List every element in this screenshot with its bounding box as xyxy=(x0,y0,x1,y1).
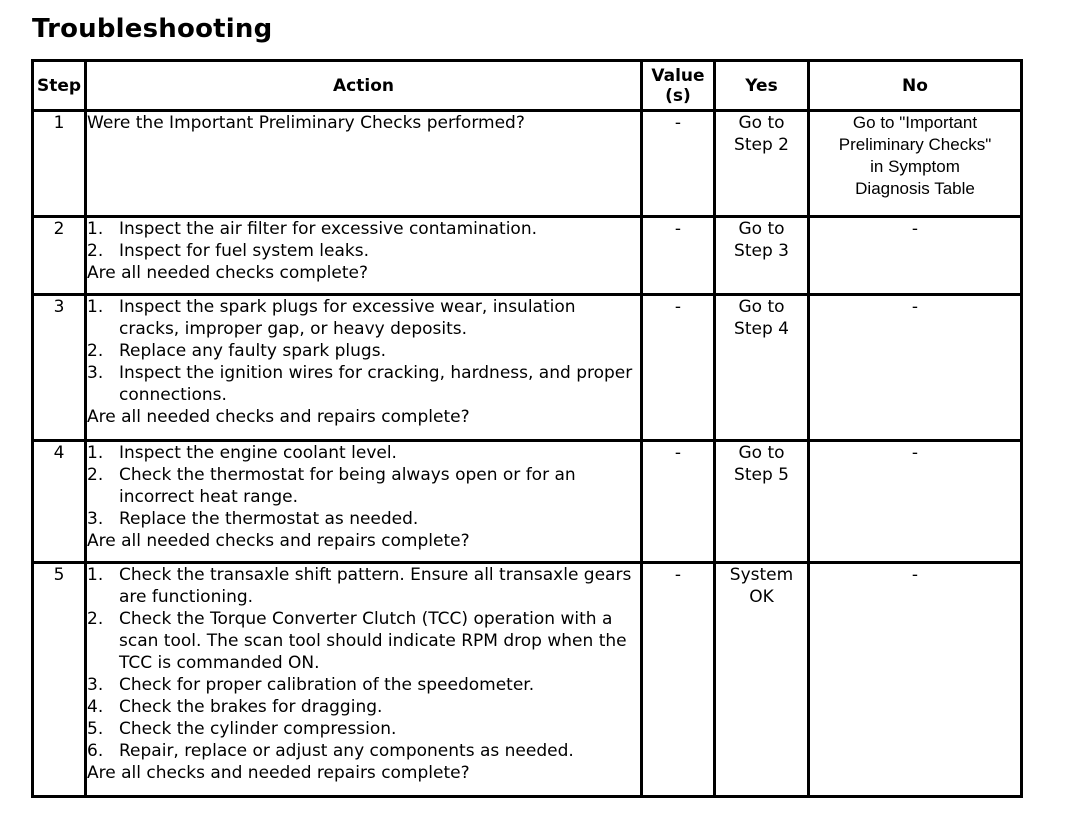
table-row xyxy=(33,441,1022,563)
action-item xyxy=(87,340,640,362)
action-item xyxy=(87,718,640,740)
action-item-number: 1. xyxy=(87,219,104,239)
header-yes: Yes xyxy=(715,61,809,111)
action-item-number: 4. xyxy=(87,697,104,717)
action-item-text: Inspect for fuel system leaks. xyxy=(119,241,370,261)
action-item xyxy=(87,464,640,508)
action-item xyxy=(87,608,640,674)
action-item xyxy=(87,674,640,696)
step-number: 2 xyxy=(33,217,86,295)
header-no: No xyxy=(809,61,1022,111)
yes-line: Step 4 xyxy=(734,319,789,339)
header-action: Action xyxy=(86,61,642,111)
action-item-number: 1. xyxy=(87,565,104,585)
action-item-number: 3. xyxy=(87,363,104,383)
action-item-number: 3. xyxy=(87,509,104,529)
no-cell xyxy=(809,111,1022,217)
yes-line: OK xyxy=(749,587,774,607)
action-item-text: Check the Torque Converter Clutch (TCC) operation with a scan tool. The scan tool should indicate RPM drop when the TCC is commanded ON. xyxy=(119,609,627,673)
yes-cell xyxy=(715,111,809,217)
step-number: 5 xyxy=(33,563,86,797)
action-item xyxy=(87,240,640,262)
action-item-text: Inspect the engine coolant level. xyxy=(119,443,397,463)
action-list xyxy=(87,218,640,262)
yes-line: Step 5 xyxy=(734,465,789,485)
step-number: 4 xyxy=(33,441,86,563)
action-item-number: 1. xyxy=(87,443,104,463)
action-item-text: Check the thermostat for being always open or for an incorrect heat range. xyxy=(119,465,576,507)
action-cell xyxy=(86,441,642,563)
action-item-number: 6. xyxy=(87,741,104,761)
action-item-text: Inspect the spark plugs for excessive wear, insulation cracks, improper gap, or heavy deposits. xyxy=(119,297,576,339)
no-line: in Symptom xyxy=(870,157,960,176)
yes-line: System xyxy=(729,565,794,585)
action-item-text: Check the cylinder compression. xyxy=(119,719,397,739)
action-cell xyxy=(86,563,642,797)
value-cell: - xyxy=(642,295,715,441)
action-item-text: Check the brakes for dragging. xyxy=(119,697,383,717)
no-line: Preliminary Checks" xyxy=(838,135,992,154)
action-item xyxy=(87,218,640,240)
action-cell xyxy=(86,111,642,217)
action-item-text: Replace the thermostat as needed. xyxy=(119,509,419,529)
no-cell: - xyxy=(809,441,1022,563)
value-cell: - xyxy=(642,111,715,217)
table-row xyxy=(33,111,1022,217)
action-item-number: 3. xyxy=(87,675,104,695)
action-list xyxy=(87,296,640,406)
action-list xyxy=(87,564,640,762)
yes-line: Go to xyxy=(738,219,785,239)
action-item-text: Check for proper calibration of the speedometer. xyxy=(119,675,535,695)
page-title: Troubleshooting xyxy=(32,14,273,44)
header-value xyxy=(642,61,715,111)
header-value-line2: (s) xyxy=(665,85,691,106)
action-item xyxy=(87,442,640,464)
value-cell: - xyxy=(642,563,715,797)
action-list xyxy=(87,442,640,530)
header-value-line1: Value xyxy=(651,65,705,86)
action-item xyxy=(87,362,640,406)
action-item-number: 5. xyxy=(87,719,104,739)
action-item-number: 2. xyxy=(87,341,104,361)
action-item-number: 2. xyxy=(87,609,104,629)
table-row xyxy=(33,217,1022,295)
action-cell xyxy=(86,295,642,441)
yes-cell xyxy=(715,217,809,295)
action-item-number: 1. xyxy=(87,297,104,317)
table-row xyxy=(33,563,1022,797)
troubleshooting-table xyxy=(31,59,1023,798)
action-item-text: Replace any faulty spark plugs. xyxy=(119,341,386,361)
no-line: Diagnosis Table xyxy=(855,179,975,198)
yes-cell xyxy=(715,441,809,563)
action-cell xyxy=(86,217,642,295)
action-question: Were the Important Preliminary Checks performed? xyxy=(87,113,525,133)
action-question: Are all needed checks complete? xyxy=(87,263,368,283)
action-item xyxy=(87,564,640,608)
action-item xyxy=(87,740,640,762)
yes-line: Go to xyxy=(738,113,785,133)
action-question: Are all needed checks and repairs complete? xyxy=(87,531,470,551)
action-question: Are all checks and needed repairs complete? xyxy=(87,763,470,783)
yes-line: Go to xyxy=(738,443,785,463)
no-line: Go to "Important xyxy=(852,113,978,132)
action-item-text: Inspect the air filter for excessive contamination. xyxy=(119,219,538,239)
table-row xyxy=(33,295,1022,441)
action-question: Are all needed checks and repairs complete? xyxy=(87,407,470,427)
action-item xyxy=(87,296,640,340)
yes-line: Step 3 xyxy=(734,241,789,261)
action-item xyxy=(87,696,640,718)
no-cell: - xyxy=(809,295,1022,441)
yes-line: Go to xyxy=(738,297,785,317)
action-item-number: 2. xyxy=(87,241,104,261)
action-item-text: Inspect the ignition wires for cracking, hardness, and proper connections. xyxy=(119,363,633,405)
header-row xyxy=(33,61,1022,111)
yes-line: Step 2 xyxy=(734,135,789,155)
yes-cell xyxy=(715,295,809,441)
step-number: 1 xyxy=(33,111,86,217)
no-cell: - xyxy=(809,217,1022,295)
value-cell: - xyxy=(642,441,715,563)
value-cell: - xyxy=(642,217,715,295)
action-item-text: Repair, replace or adjust any components as needed. xyxy=(119,741,574,761)
yes-cell xyxy=(715,563,809,797)
action-item xyxy=(87,508,640,530)
header-step: Step xyxy=(33,61,86,111)
action-item-text: Check the transaxle shift pattern. Ensure all transaxle gears are functioning. xyxy=(119,565,632,607)
step-number: 3 xyxy=(33,295,86,441)
no-cell: - xyxy=(809,563,1022,797)
action-item-number: 2. xyxy=(87,465,104,485)
